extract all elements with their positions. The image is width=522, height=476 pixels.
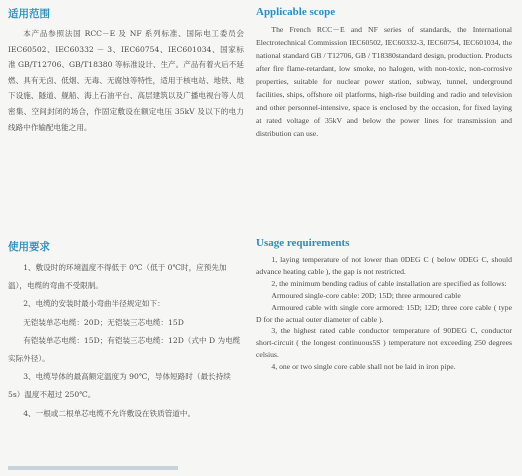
scope-zh-heading: 适用范围 (8, 8, 50, 20)
requirements-en-item: 3, the highest rated cable conductor temperature of 90DEG C, conductor short-circuit ( the longest continuous5S ) temperature not exceeding 250 degrees celsius. (256, 326, 512, 360)
requirements-en-item: 4, one or two single core cable shall not be laid in iron pipe. (271, 362, 456, 372)
requirements-zh-item: 有铠装单芯电缆：15D；有铠装三芯电缆：12D（式中 D 为电缆实际外径）。 (8, 335, 241, 364)
scope-en-section (256, 6, 512, 140)
scope-zh-text: 本产品参照法国 RCC－E 及 NF 系列标准、国际电工委员会 IEC60502、IEC60332 － 3、IEC60754、IEC601034、国家标准 GB/T12706、GB/T18380 等标准设计、生产。产品有着火后不延燃、具有无卤、低烟、无毒、无腐蚀等特性，适用于核电站、地铁、地下设施、隧道、舰船、海上石油平台、高层建筑以及广播电视台等人员密集、空间封闭的场合，作固定敷设在额定电压 35kV 及以下的电力线路中作输配电能之用。 (8, 29, 244, 132)
requirements-en-item: Armoured cable with single core armored: 15D; 12D; three core cable ( type D for the actual outer diameter of cable ). (256, 302, 512, 324)
requirements-zh-item: 无铠装单芯电缆：20D；无铠装三芯电缆：15D (23, 317, 184, 327)
scope-zh-section (8, 6, 244, 135)
footer-divider (8, 466, 178, 470)
requirements-en-section (256, 237, 512, 373)
requirements-en-item: Armoured single-core cable: 20D; 15D; three armoured cable (271, 290, 461, 300)
requirements-zh-item: 1、敷设时的环境温度不得低于 0℃（低于 0℃时，应预先加温），电缆的弯曲不受限制。 (8, 263, 227, 291)
requirements-zh-section (8, 239, 244, 423)
requirements-en-item: 1, laying temperature of not lower than 0DEG C ( below 0DEG C, should advance heating cable ), the gap is not restricted. (256, 255, 512, 276)
requirements-zh-item: 4、一根或二根单芯电缆不允许敷设在铁质管道中。 (23, 408, 196, 418)
requirements-en-item: 2, the minimum bending radius of cable installation are specified as follows: (271, 278, 507, 288)
scope-en-heading: Applicable scope (256, 6, 336, 18)
requirements-zh-item: 2、电缆的安装时最小弯曲半径规定如下： (23, 299, 165, 309)
requirements-zh-heading: 使用要求 (8, 241, 50, 253)
requirements-zh-item: 3、电缆导体的最高额定温度为 90℃，导体短路时（最长持续 5s）温度不超过 250℃。 (8, 372, 231, 400)
scope-en-text: The French RCC－E and NF series of standards, the International Electrotechnical Commission IEC60502, IEC60332-3, IEC60754, IEC601034, the national standard GB / T12706, GB / T18380standard design, production. Products after fire flame-retardant, low smoke, no halogen, with non-toxic, non-corrosive properties, suitable for nuclear power station, subway, tunnel, underground facilities, ships, offshore oil platforms, high-rise building and radio and television and other personnel-intensive, space is enclosed by the occasion, for fixed laying at rated voltage of 35kV and below the power lines for transmission and distribution can use. (256, 25, 512, 138)
requirements-en-heading: Usage requirements (256, 237, 350, 249)
